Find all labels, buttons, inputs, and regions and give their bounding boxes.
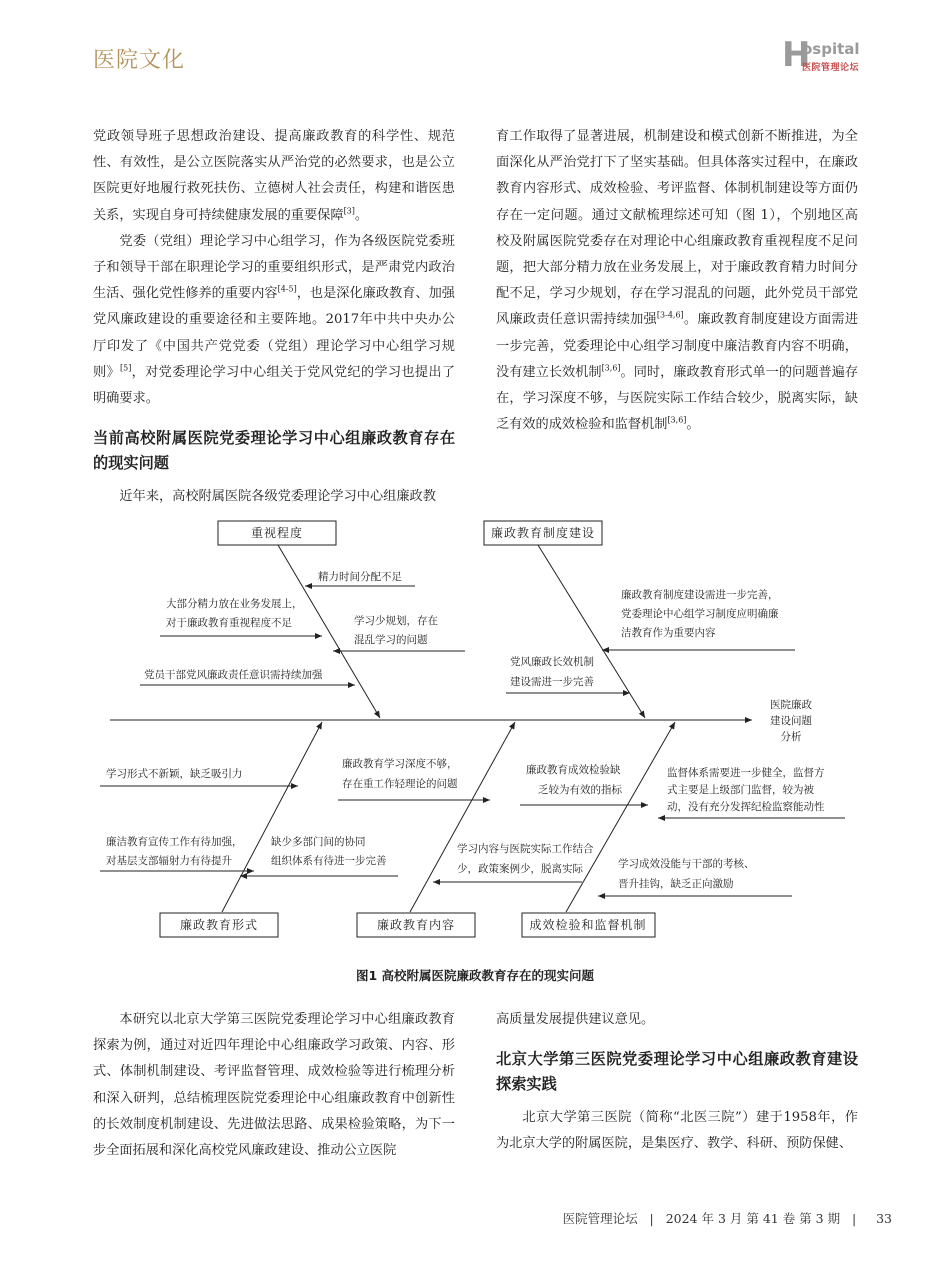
cause-eval3-2: 晋升挂钩，缺乏正向激励 xyxy=(618,878,734,890)
paragraph: 本研究以北京大学第三医院党委理论学习中心组廉政教育探索为例，通过对近四年理论中心组廉政学习政策、内容、形式、体制机制建设、考评监督管理、成效检验等进行梳理分析和深入研判，总结梳理医院党委理论中心组廉政教育中创新性的长效制度机制建设、先进做法思路、成果检验策略，为下一步全面拓展和深化高校党风廉政建设、推动公立医院 xyxy=(93,1012,455,1159)
footer-issue: 2024 年 3 月 第 41 卷 第 3 期 xyxy=(665,1211,841,1226)
cause-form2-1: 廉洁教育宣传工作有待加强， xyxy=(106,836,243,848)
cause-eval2-1: 监督体系需要进一步健全，监督方 xyxy=(667,767,825,779)
logo-english: ospital xyxy=(802,40,860,58)
cause-form3-2: 组织体系有待进一步完善 xyxy=(271,855,387,867)
footer-sep: | xyxy=(649,1211,654,1226)
cause-sys2-1: 党风廉政长效机制 xyxy=(510,656,594,668)
page-footer xyxy=(563,1209,892,1227)
figure-caption: 图1 高校附属医院廉政教育存在的现实问题 xyxy=(355,968,595,983)
cause-eval2-3: 动，没有充分发挥纪检监察能动性 xyxy=(667,801,825,813)
cause-eval3-1: 学习成效没能与干部的考核、 xyxy=(618,858,755,870)
head-label-3: 分析 xyxy=(780,731,802,743)
label-eval: 成效检验和监督机制 xyxy=(529,918,647,932)
paragraph: 高质量发展提供建议意见。 xyxy=(496,1012,655,1027)
paragraph: 育工作取得了显著进展，机制建设和模式创新不断推进，为全面深化从严治党打下了坚实基础。但具体落实过程中，在廉政教育内容形式、成效检验、考评监督、体制机制建设等方面仍存在一定问题。通过文献梳理综述可知（图 1），个别地区高校及附属医院党委存在对理论中心组廉政教育重视程度不足问题，把大部分精力放在业务发展上，对于廉政教育精力时间分配不足，学习少规划，存在学习混乱的问题，此外党员干部党风廉政责任意识需持续加强[3-4,6]。廉政教育制度建设方面需进一步完善，党委理论中心组学习制度中廉洁教育内容不明确，没有建立长效机制[3,6]。同时，廉政教育形式单一的问题普遍存在，学习深度不够，与医院实际工作结合较少，脱离实际，缺乏有效的成效检验和监督机制[3,6]。 xyxy=(496,129,859,433)
label-system: 廉政教育制度建设 xyxy=(490,526,596,540)
cause-plan-1: 学习少规划，存在 xyxy=(354,615,438,627)
cause-sys1-2: 党委理论中心组学习制度应明确廉 xyxy=(621,608,779,620)
page-number: 33 xyxy=(876,1211,892,1226)
label-content: 廉政教育内容 xyxy=(376,918,456,932)
section-heading: 北京大学第三医院党委理论学习中心组廉政教育建设探索实践 xyxy=(496,1050,858,1094)
cause-eval1-2: 乏较为有效的指标 xyxy=(538,784,622,796)
cause-form3-1: 缺少多部门间的协同 xyxy=(271,836,366,848)
logo-chinese: 医院管理论坛 xyxy=(802,63,860,73)
paragraph: 党委（党组）理论学习中心组学习，作为各级医院党委班子和领导干部在职理论学习的重要组织形式，是严肃党内政治生活、强化党性修养的重要内容[4-5]，也是深化廉政教育、加强党风廉政建设的重要途径和主要阵地。2017年中共中央办公厅印发了《中国共产党党委（党组）理论学习中心组学习规则》[5]，对党委理论学习中心组关于党风党纪的学习也提出了明确要求。 xyxy=(93,233,456,407)
cause-form2-2: 对基层支部辐射力有待提升 xyxy=(106,855,232,867)
citation: [3] xyxy=(343,206,355,216)
cause-content1-2: 存在重工作轻理论的问题 xyxy=(342,778,458,790)
citation: [3,6] xyxy=(667,415,687,425)
footer-journal: 医院管理论坛 xyxy=(562,1211,638,1226)
paragraph: 北京大学第三医院（简称“北医三院”）建于1958年，作为北京大学的附属医院，是集医疗、教学、科研、预防保健、 xyxy=(496,1110,858,1152)
paragraph: 党政领导班子思想政治建设、提高廉政教育的科学性、规范性、有效性，是公立医院落实从严治党的必然要求，也是公立医院更好地履行救死扶伤、立德树人社会责任，构建和谐医患关系，实现自身可持续健康发展的重要保障[3]。 xyxy=(93,129,455,223)
cause-eval1-1: 廉政教育成效检验缺 xyxy=(526,764,621,776)
cause-content1-1: 廉政教育学习深度不够， xyxy=(342,758,458,770)
label-attention: 重视程度 xyxy=(250,526,304,540)
bone-form xyxy=(222,722,322,912)
cause-responsibility: 党员干部党风廉政责任意识需持续加强 xyxy=(144,669,323,681)
citation: [3-4,6] xyxy=(656,311,684,321)
label-form: 廉政教育形式 xyxy=(179,918,259,932)
citation: [4-5] xyxy=(277,284,297,294)
cause-content2-1: 学习内容与医院实际工作结合 xyxy=(457,843,594,855)
logo-letter: H xyxy=(782,35,811,75)
head-label-1: 医院廉政 xyxy=(770,699,812,711)
bottom-right-column xyxy=(496,1007,858,1158)
cause-business-2: 对于廉政教育重视程度不足 xyxy=(166,617,292,629)
section-heading: 当前高校附属医院党委理论学习中心组廉政教育存在的现实问题 xyxy=(93,429,455,473)
footer-sep: | xyxy=(852,1211,857,1226)
bone-content xyxy=(410,722,515,912)
bottom-left-column xyxy=(93,1007,455,1164)
cause-content2-2: 少，政策案例少，脱离实际 xyxy=(457,863,583,875)
cause-business-1: 大部分精力放在业务发展上， xyxy=(166,598,303,610)
citation: [5] xyxy=(119,363,132,373)
paragraph: 近年来，高校附属医院各级党委理论学习中心组廉政教 xyxy=(119,489,436,505)
cause-sys2-2: 建设需进一步完善 xyxy=(510,676,594,688)
section-title: 医院文化 xyxy=(93,48,186,73)
cause-sys1-1: 廉政教育制度建设需进一步完善， xyxy=(621,589,779,601)
cause-eval2-2: 式主要是上级部门监督，较为被 xyxy=(667,784,814,796)
citation: [3,6] xyxy=(601,363,621,373)
head-label-2: 建设问题 xyxy=(770,715,812,727)
cause-plan-2: 混乱学习的问题 xyxy=(354,634,428,646)
cause-energy: 精力时间分配不足 xyxy=(318,571,402,583)
cause-sys1-3: 洁教育作为重要内容 xyxy=(621,627,716,639)
cause-form1: 学习形式不新颖，缺乏吸引力 xyxy=(106,768,243,780)
